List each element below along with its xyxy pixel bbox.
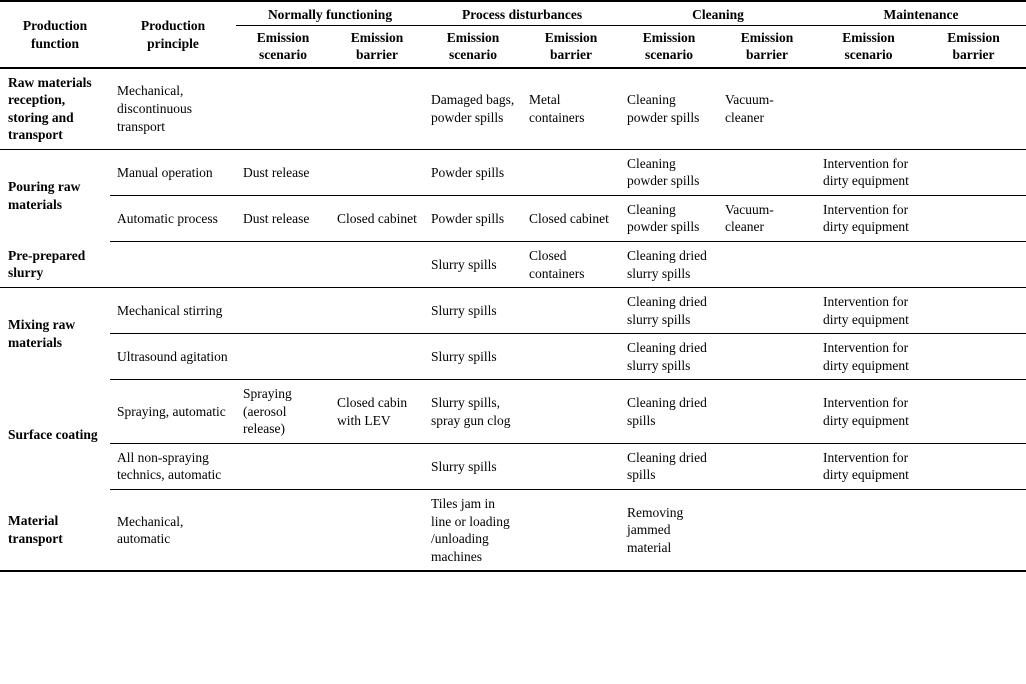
table-row xyxy=(0,242,1026,288)
table-row xyxy=(0,334,1026,380)
nf-emission-barrier-cell xyxy=(330,490,424,571)
production-principle-cell: Manual operation xyxy=(110,149,236,195)
production-function-cell: Pouring raw materials xyxy=(8,179,81,212)
column-header-mt-emission-scenario: Emission scenario xyxy=(842,29,895,63)
table-row xyxy=(0,443,1026,489)
nf-emission-barrier-cell xyxy=(330,443,424,489)
pd-emission-scenario-cell: Powder spills xyxy=(424,195,522,241)
cl-emission-barrier-cell xyxy=(718,490,816,571)
pd-emission-barrier-cell xyxy=(522,149,620,195)
column-header-cl-emission-scenario: Emission scenario xyxy=(642,29,696,63)
mt-emission-scenario-cell: Intervention for dirty equipment xyxy=(816,288,921,334)
mt-emission-barrier-cell xyxy=(921,242,1026,288)
pd-emission-scenario-cell: Slurry spills xyxy=(424,334,522,380)
nf-emission-barrier-cell: Closed cabin with LEV xyxy=(330,380,424,444)
pd-emission-barrier-cell: Closed cabinet xyxy=(522,195,620,241)
nf-emission-scenario-cell: Spraying (aerosol release) xyxy=(236,380,330,444)
production-principle-cell xyxy=(110,242,236,288)
production-principle-cell: Spraying, automatic xyxy=(110,380,236,444)
table-row xyxy=(0,68,1026,150)
cl-emission-scenario-cell: Cleaning dried spills xyxy=(620,380,718,444)
cl-emission-barrier-cell xyxy=(718,242,816,288)
nf-emission-barrier-cell xyxy=(330,242,424,288)
column-header-pd-emission-scenario: Emission scenario xyxy=(446,29,500,63)
mt-emission-barrier-cell xyxy=(921,380,1026,444)
cl-emission-barrier-cell xyxy=(718,334,816,380)
pd-emission-scenario-cell: Slurry spills xyxy=(424,288,522,334)
column-group-process-disturbances: Process disturbances xyxy=(424,1,620,25)
table-row xyxy=(0,288,1026,334)
column-header-production-principle: Production principle xyxy=(140,18,206,51)
pd-emission-scenario-cell: Powder spills xyxy=(424,149,522,195)
cl-emission-scenario-cell: Cleaning dried spills xyxy=(620,443,718,489)
pd-emission-barrier-cell xyxy=(522,334,620,380)
table-header xyxy=(0,1,1026,68)
cl-emission-scenario-cell: Cleaning powder spills xyxy=(620,195,718,241)
nf-emission-scenario-cell xyxy=(236,334,330,380)
column-header-nf-emission-barrier: Emission barrier xyxy=(350,29,404,63)
pd-emission-barrier-cell xyxy=(522,490,620,571)
column-header-cl-emission-barrier: Emission barrier xyxy=(740,29,794,63)
mt-emission-scenario-cell: Intervention for dirty equipment xyxy=(816,443,921,489)
production-principle-cell: Ultrasound agitation xyxy=(110,334,236,380)
mt-emission-scenario-cell xyxy=(816,68,921,150)
cl-emission-scenario-cell: Cleaning powder spills xyxy=(620,68,718,150)
mt-emission-barrier-cell xyxy=(921,490,1026,571)
nf-emission-barrier-cell xyxy=(330,288,424,334)
mt-emission-barrier-cell xyxy=(921,68,1026,150)
cl-emission-scenario-cell: Cleaning dried slurry spills xyxy=(620,334,718,380)
cl-emission-scenario-cell: Cleaning powder spills xyxy=(620,149,718,195)
table-row xyxy=(0,195,1026,241)
table-body xyxy=(0,68,1026,571)
column-header-nf-emission-scenario: Emission scenario xyxy=(256,29,310,63)
pd-emission-scenario-cell: Slurry spills xyxy=(424,242,522,288)
cl-emission-scenario-cell: Cleaning dried slurry spills xyxy=(620,242,718,288)
column-group-cleaning: Cleaning xyxy=(620,1,816,25)
pd-emission-scenario-cell: Tiles jam in line or loading /unloading machines xyxy=(431,496,510,564)
pd-emission-barrier-cell: Metal containers xyxy=(522,68,620,150)
production-function-cell: Pre-prepared slurry xyxy=(0,242,110,288)
cl-emission-scenario-cell: Cleaning dried slurry spills xyxy=(620,288,718,334)
mt-emission-scenario-cell: Intervention for dirty equipment xyxy=(816,334,921,380)
mt-emission-scenario-cell: Intervention for dirty equipment xyxy=(816,149,921,195)
pd-emission-scenario-cell: Slurry spills, spray gun clog xyxy=(424,380,522,444)
nf-emission-scenario-cell xyxy=(236,242,330,288)
mt-emission-barrier-cell xyxy=(921,288,1026,334)
production-principle-cell: Mechanical, discontinuous transport xyxy=(110,68,236,150)
header-group-row xyxy=(0,1,1026,25)
nf-emission-scenario-cell: Dust release xyxy=(236,195,330,241)
mt-emission-scenario-cell xyxy=(816,242,921,288)
production-function-cell: Mixing raw materials xyxy=(8,317,76,350)
column-header-production-function: Production function xyxy=(22,18,88,51)
nf-emission-scenario-cell xyxy=(236,490,330,571)
nf-emission-scenario-cell xyxy=(236,68,330,150)
cl-emission-barrier-cell xyxy=(718,443,816,489)
mt-emission-barrier-cell xyxy=(921,334,1026,380)
mt-emission-scenario-cell: Intervention for dirty equipment xyxy=(816,195,921,241)
production-function-cell: Material transport xyxy=(8,513,63,546)
table-row xyxy=(0,490,1026,571)
cl-emission-barrier-cell: Vacuum-cleaner xyxy=(718,195,816,241)
mt-emission-barrier-cell xyxy=(921,443,1026,489)
mt-emission-barrier-cell xyxy=(921,149,1026,195)
table-bottom-rule xyxy=(0,570,1026,572)
nf-emission-scenario-cell xyxy=(236,288,330,334)
table-row xyxy=(0,380,1026,444)
nf-emission-barrier-cell xyxy=(330,68,424,150)
pd-emission-scenario-cell: Slurry spills xyxy=(424,443,522,489)
pd-emission-barrier-cell xyxy=(522,288,620,334)
pd-emission-barrier-cell xyxy=(522,443,620,489)
mt-emission-scenario-cell xyxy=(816,490,921,571)
pd-emission-barrier-cell: Closed containers xyxy=(522,242,620,288)
production-principle-cell: All non-spraying technics, automatic xyxy=(110,443,236,489)
nf-emission-scenario-cell xyxy=(236,443,330,489)
table-row xyxy=(0,149,1026,195)
nf-emission-barrier-cell xyxy=(330,334,424,380)
production-function-cell: Surface coating xyxy=(8,426,98,442)
cl-emission-barrier-cell xyxy=(718,288,816,334)
pd-emission-scenario-cell: Damaged bags, powder spills xyxy=(424,68,522,150)
nf-emission-barrier-cell: Closed cabinet xyxy=(330,195,424,241)
pd-emission-barrier-cell xyxy=(522,380,620,444)
cl-emission-barrier-cell xyxy=(718,149,816,195)
cl-emission-barrier-cell xyxy=(718,380,816,444)
mt-emission-scenario-cell: Intervention for dirty equipment xyxy=(816,380,921,444)
cl-emission-barrier-cell: Vacuum-cleaner xyxy=(718,68,816,150)
column-header-mt-emission-barrier: Emission barrier xyxy=(947,29,1000,63)
column-group-normally-functioning: Normally functioning xyxy=(236,1,424,25)
production-principle-cell: Mechanical, automatic xyxy=(117,513,184,547)
column-group-maintenance: Maintenance xyxy=(816,1,1026,25)
production-function-cell: Raw materials reception, storing and transport xyxy=(0,68,110,150)
production-principle-cell: Automatic process xyxy=(110,195,236,241)
nf-emission-barrier-cell xyxy=(330,149,424,195)
mt-emission-barrier-cell xyxy=(921,195,1026,241)
production-principle-cell: Mechanical stirring xyxy=(110,288,236,334)
cl-emission-scenario-cell: Removing jammed material xyxy=(627,504,684,555)
nf-emission-scenario-cell: Dust release xyxy=(236,149,330,195)
column-header-pd-emission-barrier: Emission barrier xyxy=(544,29,598,63)
